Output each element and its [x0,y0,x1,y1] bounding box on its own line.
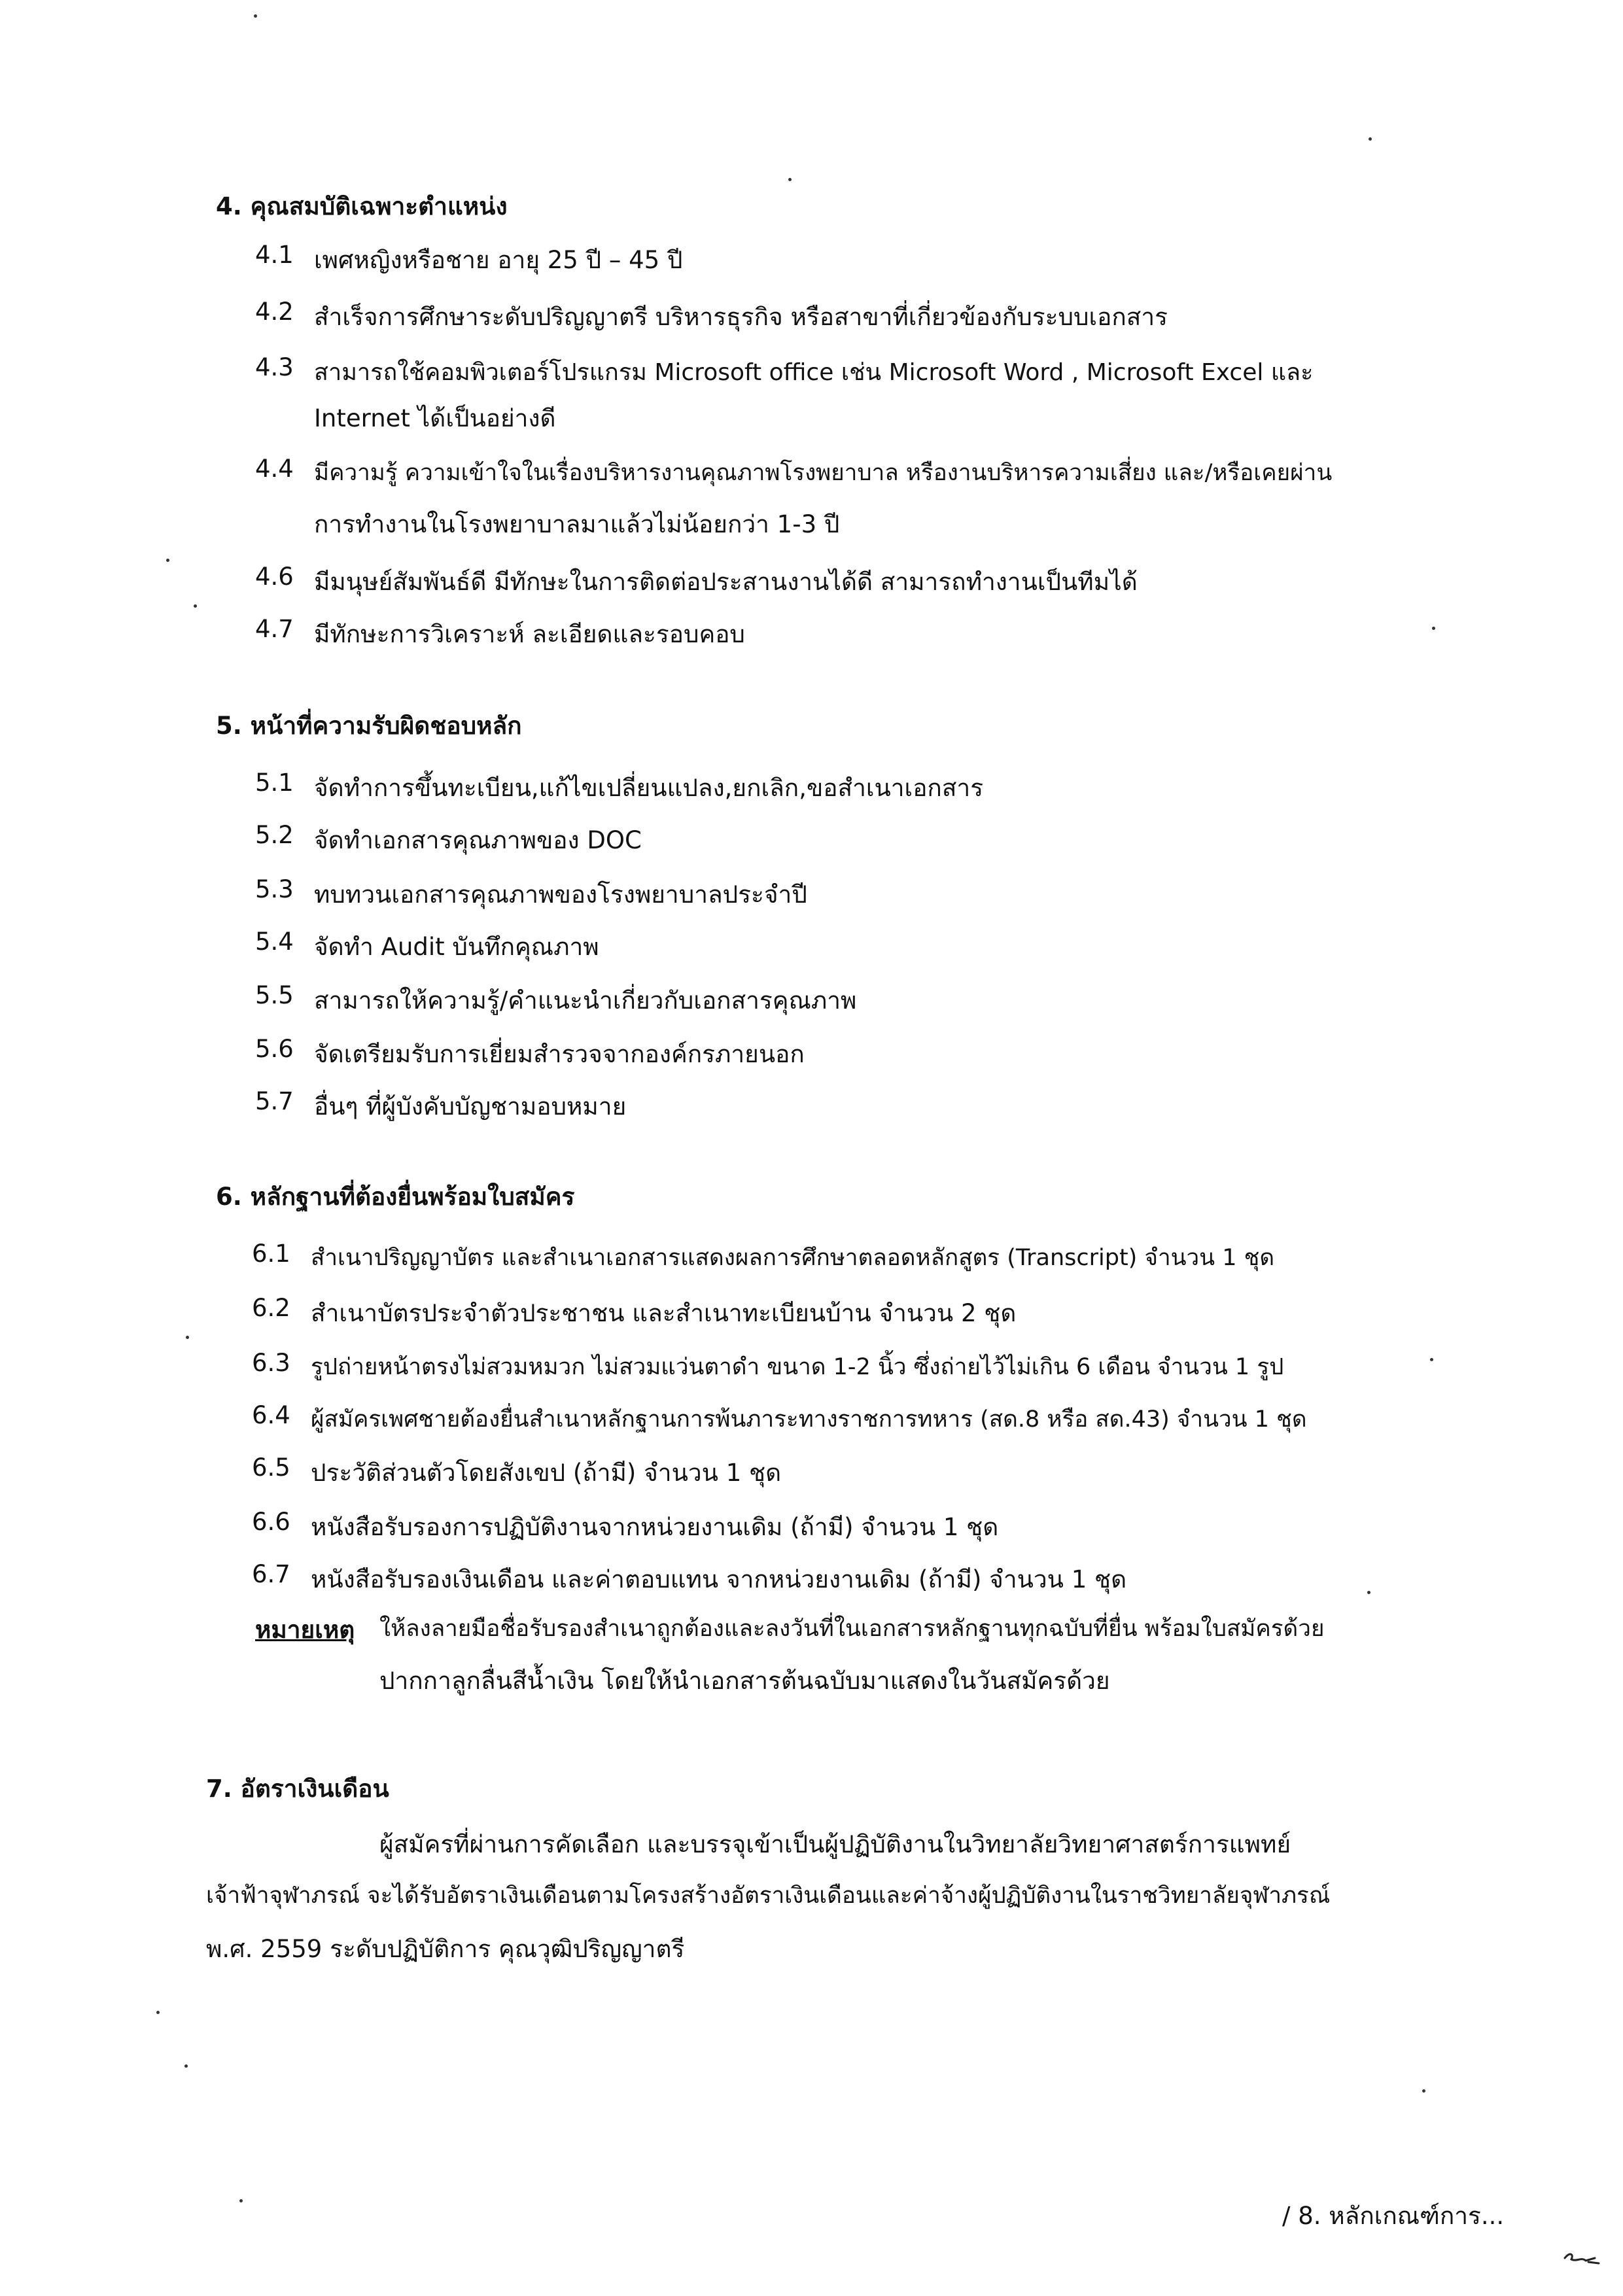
item-number: 6.3 [252,1349,290,1377]
item-text: สำเนาบัตรประจำตัวประชาชน และสำเนาทะเบียนบ้าน จำนวน 2 ชุด [311,1299,1017,1327]
scan-speck [184,2064,188,2068]
scan-speck [194,604,197,608]
list-item-4-4-continuation: การทำงานในโรงพยาบาลมาแล้วไม่น้อยกว่า 1-3 ปี [314,510,840,538]
item-number: 6.6 [252,1508,290,1536]
item-number: 6.1 [252,1240,290,1268]
item-number: 4.6 [255,563,294,591]
item-number: 5.1 [255,769,294,797]
item-text: สามารถใช้คอมพิวเตอร์โปรแกรม Microsoft office เช่น Microsoft Word , Microsoft Excel และ [314,359,1314,386]
item-text: จัดเตรียมรับการเยี่ยมสำรวจจากองค์กรภายนอก [314,1040,805,1068]
item-number: 4.2 [255,298,294,326]
item-text: อื่นๆ ที่ผู้บังคับบัญชามอบหมาย [314,1092,627,1121]
item-text: ทบทวนเอกสารคุณภาพของโรงพยาบาลประจำปี [314,880,807,909]
item-number: 6.7 [252,1560,290,1588]
list-item-4-3-continuation: Internet ได้เป็นอย่างดี [314,404,556,432]
item-text: มีความรู้ ความเข้าใจในเรื่องบริหารงานคุณภาพโรงพยาบาล หรืองานบริหารความเสี่ยง และ/หรือเคยผ่าน [314,460,1333,486]
scan-speck [239,2199,243,2202]
note-label: หมายเหตุ [255,1616,355,1644]
item-text: รูปถ่ายหน้าตรงไม่สวมหมวก ไม่สวมแว่นตาดำ ขนาด 1-2 นิ้ว ซึ่งถ่ายไว้ไม่เกิน 6 เดือน จำนวน 1 รูป [311,1354,1284,1380]
note-line-1: ให้ลงลายมือชื่อรับรองสำเนาถูกต้องและลงวันที่ในเอกสารหลักฐานทุกฉบับที่ยื่น พร้อมใบสมัครด้วย [379,1616,1325,1642]
handwritten-mark-icon [1562,2249,1601,2269]
scan-speck [788,178,792,181]
scan-speck [1430,1358,1433,1361]
scan-speck [1369,137,1372,141]
salary-paragraph-line-3: พ.ศ. 2559 ระดับปฏิบัติการ คุณวุฒิปริญญาตรี [206,1935,685,1963]
item-number: 4.7 [255,615,294,643]
item-text: ผู้สมัครเพศชายต้องยื่นสำเนาหลักฐานการพ้นภาระทางราชการทหาร (สด.8 หรือ สด.43) จำนวน 1 ชุด [311,1406,1307,1433]
scan-speck [1422,2089,1425,2093]
item-text: หนังสือรับรองการปฏิบัติงานจากหน่วยงานเดิม (ถ้ามี) จำนวน 1 ชุด [311,1513,999,1541]
item-number: 5.5 [255,981,294,1009]
scan-speck [1367,1591,1370,1594]
section-7-heading: 7. อัตราเงินเดือน [206,1775,389,1803]
item-number: 5.4 [255,928,294,956]
salary-paragraph-line-1: ผู้สมัครที่ผ่านการคัดเลือก และบรรจุเข้าเป็นผู้ปฏิบัติงานในวิทยาลัยวิทยาศาสตร์การแพทย์ [379,1830,1291,1858]
scan-speck [166,559,169,562]
note-line-2: ปากกาลูกลื่นสีน้ำเงิน โดยให้นำเอกสารต้นฉบับมาแสดงในวันสมัครด้วย [379,1667,1110,1695]
section-5-heading: 5. หน้าที่ความรับผิดชอบหลัก [216,712,522,740]
item-number: 4.4 [255,455,294,483]
item-number: 6.4 [252,1401,290,1429]
section-6-heading: 6. หลักฐานที่ต้องยื่นพร้อมใบสมัคร [216,1183,575,1211]
item-text: จัดทำเอกสารคุณภาพของ DOC [314,826,642,854]
item-text: มีทักษะการวิเคราะห์ ละเอียดและรอบคอบ [314,620,745,648]
item-text: สามารถให้ความรู้/คำแนะนำเกี่ยวกับเอกสารคุณภาพ [314,986,857,1015]
item-number: 4.3 [255,353,294,381]
next-page-reference: / 8. หลักเกณฑ์การ... [1282,2202,1505,2230]
scan-speck [1432,627,1435,630]
item-number: 4.1 [255,241,294,269]
salary-paragraph-line-2: เจ้าฟ้าจุฬาภรณ์ จะได้รับอัตราเงินเดือนตามโครงสร้างอัตราเงินเดือนและค่าจ้างผู้ปฏิบัติงานในราชวิทยาลัยจุฬาภรณ์ [206,1883,1331,1909]
item-number: 6.5 [252,1453,290,1482]
scan-speck [254,14,257,18]
item-text: สำเนาปริญญาบัตร และสำเนาเอกสารแสดงผลการศึกษาตลอดหลักสูตร (Transcript) จำนวน 1 ชุด [311,1245,1275,1271]
item-text: เพศหญิงหรือชาย อายุ 25 ปี – 45 ปี [314,246,683,274]
item-number: 5.7 [255,1087,294,1115]
item-number: 5.2 [255,821,294,849]
item-text: สำเร็จการศึกษาระดับปริญญาตรี บริหารธุรกิจ หรือสาขาที่เกี่ยวข้องกับระบบเอกสาร [314,303,1168,331]
section-4-heading: 4. คุณสมบัติเฉพาะตำแหน่ง [216,192,508,220]
scan-speck [156,2011,160,2014]
item-text: จัดทำ Audit บันทึกคุณภาพ [314,933,599,961]
item-number: 5.3 [255,875,294,903]
item-number: 6.2 [252,1294,290,1322]
item-number: 5.6 [255,1035,294,1063]
item-text: จัดทำการขึ้นทะเบียน,แก้ไขเปลี่ยนแปลง,ยกเลิก,ขอสำเนาเอกสาร [314,774,984,802]
item-text: หนังสือรับรองเงินเดือน และค่าตอบแทน จากหน่วยงานเดิม (ถ้ามี) จำนวน 1 ชุด [311,1565,1127,1593]
item-text: ประวัติส่วนตัวโดยสังเขป (ถ้ามี) จำนวน 1 ชุด [311,1459,782,1487]
item-text: มีมนุษย์สัมพันธ์ดี มีทักษะในการติดต่อประสานงานได้ดี สามารถทำงานเป็นทีมได้ [314,568,1138,596]
scan-speck [186,1336,189,1339]
